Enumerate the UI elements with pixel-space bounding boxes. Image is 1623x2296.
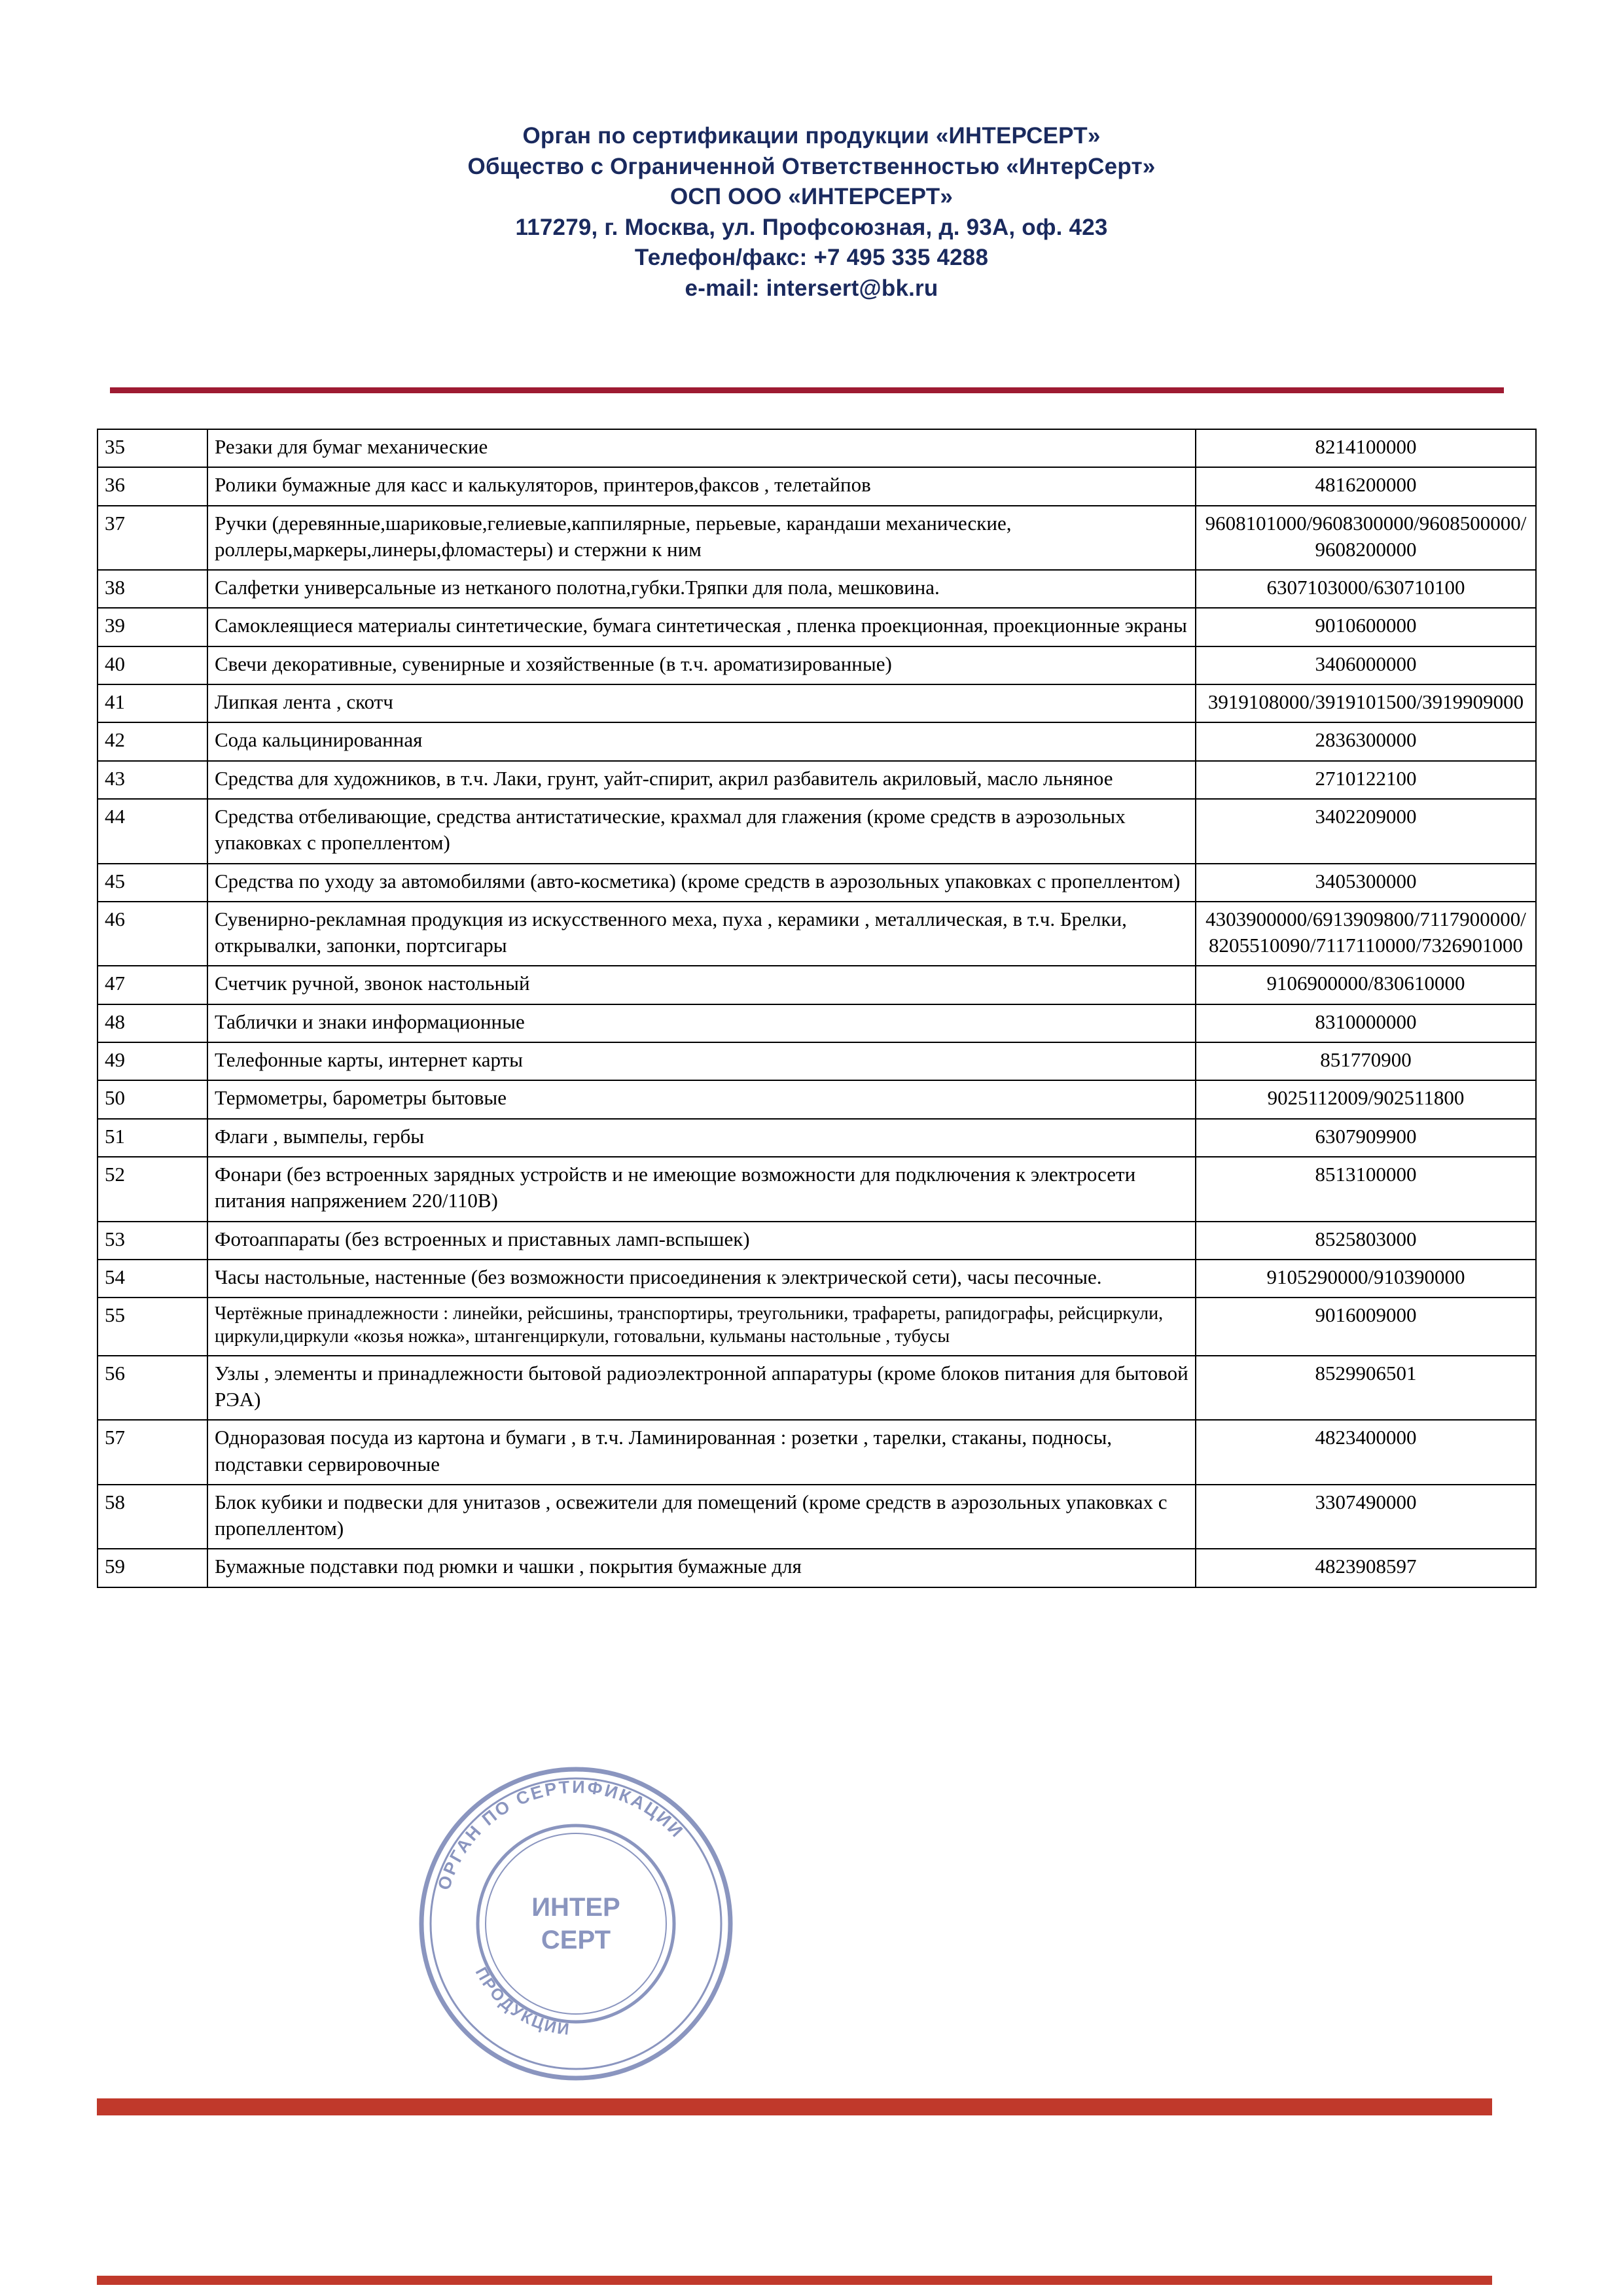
table-row xyxy=(98,684,1536,722)
row-tnved-code: 2710122100 xyxy=(1196,761,1536,799)
row-number: 56 xyxy=(98,1356,207,1421)
table-row xyxy=(98,1042,1536,1080)
row-number: 37 xyxy=(98,506,207,571)
row-number: 55 xyxy=(98,1298,207,1356)
row-number: 59 xyxy=(98,1549,207,1587)
row-tnved-code: 4816200000 xyxy=(1196,467,1536,505)
header-email: e-mail: intersert@bk.ru xyxy=(685,275,938,301)
header-line-2: Общество с Ограниченной Ответственностью «ИнтерСерт» xyxy=(467,153,1156,179)
footer-rule-secondary xyxy=(97,2276,1492,2285)
row-number: 50 xyxy=(98,1080,207,1118)
row-number: 36 xyxy=(98,467,207,505)
table-row xyxy=(98,902,1536,966)
header-line-1: Орган по сертификации продукции «ИНТЕРСЕРТ» xyxy=(522,123,1101,149)
table-row xyxy=(98,864,1536,902)
row-product-name: Самоклеящиеся материалы синтетические, бумага синтетическая , пленка проекционная, проекционные экраны xyxy=(207,608,1196,646)
header-line-3: ОСП ООО «ИНТЕРСЕРТ» xyxy=(669,184,954,210)
row-product-name: Фотоаппараты (без встроенных и приставных ламп-вспышек) xyxy=(207,1222,1196,1260)
table-row xyxy=(98,1420,1536,1485)
row-product-name: Свечи декоративные, сувенирные и хозяйственные (в т.ч. ароматизированные) xyxy=(207,646,1196,684)
row-tnved-code: 3307490000 xyxy=(1196,1485,1536,1549)
svg-text:СЕРТ: СЕРТ xyxy=(541,1926,611,1954)
table-row xyxy=(98,1549,1536,1587)
row-number: 41 xyxy=(98,684,207,722)
row-number: 58 xyxy=(98,1485,207,1549)
row-tnved-code: 9106900000/830610000 xyxy=(1196,966,1536,1004)
document-header xyxy=(0,0,1623,304)
row-number: 38 xyxy=(98,570,207,608)
row-number: 51 xyxy=(98,1119,207,1157)
table-row xyxy=(98,1298,1536,1356)
table-row xyxy=(98,1004,1536,1042)
row-tnved-code: 9016009000 xyxy=(1196,1298,1536,1356)
row-product-name: Термометры, барометры бытовые xyxy=(207,1080,1196,1118)
row-tnved-code: 4823908597 xyxy=(1196,1549,1536,1587)
row-product-name: Одноразовая посуда из картона и бумаги , в т.ч. Ламинированная : розетки , тарелки, стаканы, подносы, подставки сервировочные xyxy=(207,1420,1196,1485)
row-tnved-code: 9105290000/910390000 xyxy=(1196,1260,1536,1298)
row-product-name: Блок кубики и подвески для унитазов , освежители для помещений (кроме средств в аэрозольных упаковках с пропеллентом) xyxy=(207,1485,1196,1549)
table-row xyxy=(98,1260,1536,1298)
row-tnved-code: 4303900000/6913909800/7117900000/8205510090/7117110000/7326901000 xyxy=(1196,902,1536,966)
product-table xyxy=(97,429,1537,1588)
row-tnved-code: 4823400000 xyxy=(1196,1420,1536,1485)
row-product-name: Телефонные карты, интернет карты xyxy=(207,1042,1196,1080)
table-row xyxy=(98,722,1536,760)
row-product-name: Сувенирно-рекламная продукция из искусственного меха, пуха , керамики , металлическая, в т.ч. Брелки, открывалки, запонки, портсигары xyxy=(207,902,1196,966)
row-tnved-code: 851770900 xyxy=(1196,1042,1536,1080)
row-number: 54 xyxy=(98,1260,207,1298)
product-table-container xyxy=(97,429,1527,1588)
row-product-name: Средства по уходу за автомобилями (авто-косметика) (кроме средств в аэрозольных упаковках с пропеллентом) xyxy=(207,864,1196,902)
table-row xyxy=(98,1080,1536,1118)
row-product-name: Салфетки универсальные из нетканого полотна,губки.Тряпки для пола, мешковина. xyxy=(207,570,1196,608)
table-row xyxy=(98,1222,1536,1260)
table-row xyxy=(98,1485,1536,1549)
table-row xyxy=(98,761,1536,799)
row-number: 43 xyxy=(98,761,207,799)
row-number: 40 xyxy=(98,646,207,684)
header-phone: Телефон/факс: +7 495 335 4288 xyxy=(634,245,989,271)
row-product-name: Часы настольные, настенные (без возможности присоединения к электрической сети), часы песочные. xyxy=(207,1260,1196,1298)
row-tnved-code: 8529906501 xyxy=(1196,1356,1536,1421)
row-number: 42 xyxy=(98,722,207,760)
table-row xyxy=(98,467,1536,505)
row-product-name: Средства для художников, в т.ч. Лаки, грунт, уайт-спирит, акрил разбавитель акриловый, масло льняное xyxy=(207,761,1196,799)
table-row xyxy=(98,506,1536,571)
row-tnved-code: 8310000000 xyxy=(1196,1004,1536,1042)
row-tnved-code: 8525803000 xyxy=(1196,1222,1536,1260)
row-tnved-code: 3919108000/3919101500/3919909000 xyxy=(1196,684,1536,722)
row-number: 49 xyxy=(98,1042,207,1080)
row-tnved-code: 8513100000 xyxy=(1196,1157,1536,1222)
row-product-name: Бумажные подставки под рюмки и чашки , покрытия бумажные для xyxy=(207,1549,1196,1587)
row-tnved-code: 3402209000 xyxy=(1196,799,1536,864)
footer-rule-primary xyxy=(97,2098,1492,2115)
row-product-name: Чертёжные принадлежности : линейки, рейсшины, транспортиры, треугольники, трафареты, рапидографы, рейсциркули, циркули,циркули «козья ножка», штангенциркули, готовальни, кульманы настольные , тубусы xyxy=(207,1298,1196,1356)
row-number: 53 xyxy=(98,1222,207,1260)
table-row xyxy=(98,799,1536,864)
row-product-name: Липкая лента , скотч xyxy=(207,684,1196,722)
row-product-name: Счетчик ручной, звонок настольный xyxy=(207,966,1196,1004)
table-row xyxy=(98,1356,1536,1421)
row-tnved-code: 3405300000 xyxy=(1196,864,1536,902)
row-number: 35 xyxy=(98,429,207,467)
row-tnved-code: 9010600000 xyxy=(1196,608,1536,646)
row-product-name: Флаги , вымпелы, гербы xyxy=(207,1119,1196,1157)
header-address: 117279, г. Москва, ул. Профсоюзная, д. 93А, оф. 423 xyxy=(515,214,1108,240)
row-product-name: Таблички и знаки информационные xyxy=(207,1004,1196,1042)
product-table-body xyxy=(98,429,1536,1587)
row-number: 45 xyxy=(98,864,207,902)
table-row xyxy=(98,646,1536,684)
row-number: 46 xyxy=(98,902,207,966)
row-number: 39 xyxy=(98,608,207,646)
row-number: 47 xyxy=(98,966,207,1004)
certification-stamp xyxy=(393,1740,759,2107)
row-product-name: Резаки для бумаг механические xyxy=(207,429,1196,467)
row-tnved-code: 2836300000 xyxy=(1196,722,1536,760)
row-number: 52 xyxy=(98,1157,207,1222)
table-row xyxy=(98,966,1536,1004)
table-row xyxy=(98,1119,1536,1157)
row-tnved-code: 6307103000/630710100 xyxy=(1196,570,1536,608)
table-row xyxy=(98,608,1536,646)
row-product-name: Фонари (без встроенных зарядных устройств и не имеющие возможности для подключения к электросети питания напряжением 220/110В) xyxy=(207,1157,1196,1222)
header-divider-rule xyxy=(110,387,1504,393)
row-tnved-code: 3406000000 xyxy=(1196,646,1536,684)
row-number: 48 xyxy=(98,1004,207,1042)
svg-text:ОРГАН ПО СЕРТИФИКАЦИИ: ОРГАН ПО СЕРТИФИКАЦИИ xyxy=(434,1776,688,1893)
row-tnved-code: 9608101000/9608300000/9608500000/9608200000 xyxy=(1196,506,1536,571)
svg-text:ИНТЕР: ИНТЕР xyxy=(531,1893,620,1922)
row-tnved-code: 8214100000 xyxy=(1196,429,1536,467)
row-number: 44 xyxy=(98,799,207,864)
row-product-name: Узлы , элементы и принадлежности бытовой радиоэлектронной аппаратуры (кроме блоков питания для бытовой РЭА) xyxy=(207,1356,1196,1421)
table-row xyxy=(98,1157,1536,1222)
row-product-name: Сода кальцинированная xyxy=(207,722,1196,760)
row-product-name: Ручки (деревянные,шариковые,гелиевые,каппилярные, перьевые, карандаши механические, роллеры,маркеры,линеры,фломастеры) и стержни к ним xyxy=(207,506,1196,571)
row-product-name: Ролики бумажные для касс и калькуляторов, принтеров,факсов , телетайпов xyxy=(207,467,1196,505)
row-product-name: Средства отбеливающие, средства антистатические, крахмал для глажения (кроме средств в аэрозольных упаковках с пропеллентом) xyxy=(207,799,1196,864)
row-tnved-code: 6307909900 xyxy=(1196,1119,1536,1157)
table-row xyxy=(98,429,1536,467)
table-row xyxy=(98,570,1536,608)
row-number: 57 xyxy=(98,1420,207,1485)
row-tnved-code: 9025112009/902511800 xyxy=(1196,1080,1536,1118)
svg-text:ПРОДУКЦИИ: ПРОДУКЦИИ xyxy=(471,1964,572,2040)
